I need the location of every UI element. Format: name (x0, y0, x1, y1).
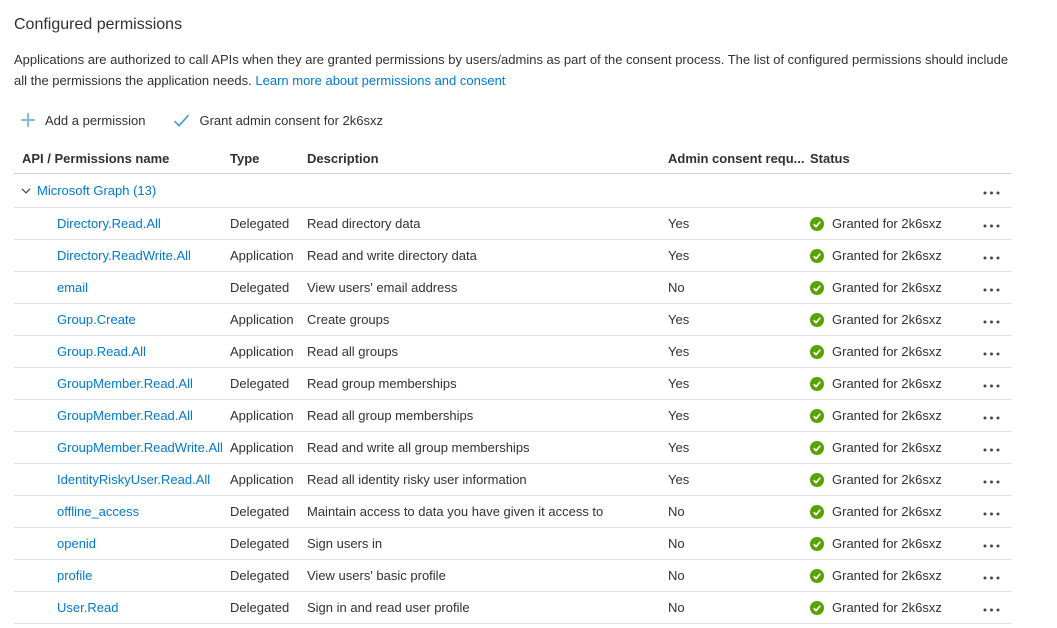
permission-description: View users' basic profile (307, 568, 446, 583)
granted-check-icon (810, 473, 824, 487)
add-permission-label: Add a permission (45, 112, 146, 128)
permission-type: Delegated (230, 568, 290, 583)
status-text: Granted for 2k6sxz (832, 216, 942, 231)
ellipsis-icon (983, 536, 1000, 551)
status-text: Granted for 2k6sxz (832, 248, 942, 263)
ellipsis-icon (983, 408, 1000, 423)
permission-type: Application (230, 472, 294, 487)
permission-name-link[interactable]: GroupMember.Read.All (57, 376, 193, 391)
permission-description: Read directory data (307, 216, 421, 231)
granted-check-icon (810, 377, 824, 391)
status-cell (810, 344, 970, 359)
status-cell (810, 600, 970, 615)
admin-consent-value: No (668, 280, 685, 295)
permission-name-link[interactable]: User.Read (57, 600, 119, 615)
status-cell (810, 504, 970, 519)
permission-row (14, 400, 1012, 432)
admin-consent-value: No (668, 568, 685, 583)
permission-type: Delegated (230, 216, 290, 231)
permission-name-link[interactable]: Directory.ReadWrite.All (57, 248, 191, 263)
header-type: Type (230, 151, 260, 166)
permission-name-link[interactable]: openid (57, 536, 97, 551)
granted-check-icon (810, 249, 824, 263)
granted-check-icon (810, 601, 824, 615)
status-text: Granted for 2k6sxz (832, 600, 942, 615)
admin-consent-value: Yes (668, 376, 690, 391)
permission-description: View users' email address (307, 280, 458, 295)
header-status: Status (810, 151, 850, 166)
ellipsis-icon (983, 440, 1000, 455)
granted-check-icon (810, 345, 824, 359)
ellipsis-icon (983, 568, 1000, 583)
row-menu-button[interactable] (977, 212, 1006, 235)
header-admin-consent-required: Admin consent requ... (668, 151, 805, 166)
permission-type: Delegated (230, 280, 290, 295)
grant-admin-consent-label: Grant admin consent for 2k6sxz (199, 112, 383, 128)
admin-consent-value: Yes (668, 408, 690, 423)
permission-row (14, 368, 1012, 400)
permission-description: Read and write directory data (307, 248, 477, 263)
permission-name-link[interactable]: Group.Create (57, 312, 136, 327)
checkmark-icon (173, 113, 190, 128)
page-title: Configured permissions (14, 16, 183, 33)
ellipsis-icon (983, 216, 1000, 231)
permission-row (14, 304, 1012, 336)
permission-type: Application (230, 408, 294, 423)
status-cell (810, 440, 970, 455)
row-menu-button[interactable] (977, 340, 1006, 363)
permission-row (14, 336, 1012, 368)
permission-type: Delegated (230, 536, 290, 551)
row-menu-button[interactable] (977, 532, 1006, 555)
permission-row (14, 528, 1012, 560)
admin-consent-value: Yes (668, 440, 690, 455)
status-cell (810, 312, 970, 327)
status-text: Granted for 2k6sxz (832, 280, 942, 295)
permission-type: Delegated (230, 376, 290, 391)
status-cell (810, 536, 970, 551)
admin-consent-value: No (668, 536, 685, 551)
header-api-permissions-name: API / Permissions name (22, 151, 170, 166)
row-menu-button[interactable] (977, 596, 1006, 619)
granted-check-icon (810, 537, 824, 551)
description-text: Applications are authorized to call APIs when they are granted permissions by users/admins as part of the consent process. The list of configured permissions should include all the permissions the application needs. (14, 52, 1009, 88)
status-cell (810, 216, 970, 231)
table-header (14, 144, 1012, 174)
permission-name-link[interactable]: offline_access (57, 504, 140, 519)
permission-type: Application (230, 440, 294, 455)
admin-consent-value: Yes (668, 248, 690, 263)
granted-check-icon (810, 569, 824, 583)
permission-row (14, 560, 1012, 592)
status-text: Granted for 2k6sxz (832, 344, 942, 359)
admin-consent-value: Yes (668, 216, 690, 231)
permission-type: Delegated (230, 600, 290, 615)
ellipsis-icon (983, 376, 1000, 391)
admin-consent-value: Yes (668, 472, 690, 487)
permission-name-link[interactable]: GroupMember.Read.All (57, 408, 193, 423)
api-group-link[interactable]: Microsoft Graph (13) (37, 183, 157, 198)
status-text: Granted for 2k6sxz (832, 440, 942, 455)
permission-type: Application (230, 312, 294, 327)
chevron-down-icon[interactable] (20, 185, 32, 197)
admin-consent-value: No (668, 504, 685, 519)
permission-description: Create groups (307, 312, 390, 327)
permission-type: Delegated (230, 504, 290, 519)
permission-description: Read group memberships (307, 376, 457, 391)
admin-consent-value: Yes (668, 312, 690, 327)
permission-description: Read and write all group memberships (307, 440, 530, 455)
status-text: Granted for 2k6sxz (832, 376, 942, 391)
row-menu-button[interactable] (977, 308, 1006, 331)
row-menu-button[interactable] (977, 436, 1006, 459)
ellipsis-icon (983, 248, 1000, 263)
row-menu-button[interactable] (977, 564, 1006, 587)
status-text: Granted for 2k6sxz (832, 472, 942, 487)
permission-name-link[interactable]: IdentityRiskyUser.Read.All (57, 472, 211, 487)
api-group-row (14, 174, 1012, 208)
granted-check-icon (810, 217, 824, 231)
status-cell (810, 408, 970, 423)
header-description: Description (307, 151, 379, 166)
permission-name-link[interactable]: email (57, 280, 89, 295)
admin-consent-value: No (668, 600, 685, 615)
admin-consent-value: Yes (668, 344, 690, 359)
permission-type: Application (230, 344, 294, 359)
permission-description: Sign in and read user profile (307, 600, 470, 615)
permission-row (14, 432, 1012, 464)
permission-name-link[interactable]: Directory.Read.All (57, 216, 161, 231)
status-cell (810, 280, 970, 295)
permission-row (14, 496, 1012, 528)
permission-row (14, 272, 1012, 304)
permission-name-link[interactable]: GroupMember.ReadWrite.All (57, 440, 223, 455)
permission-type: Application (230, 248, 294, 263)
status-cell (810, 472, 970, 487)
permission-row (14, 464, 1012, 496)
status-cell (810, 248, 970, 263)
permission-row (14, 208, 1012, 240)
granted-check-icon (810, 313, 824, 327)
permission-description: Read all groups (307, 344, 399, 359)
ellipsis-icon (983, 312, 1000, 327)
ellipsis-icon (983, 600, 1000, 615)
permission-row (14, 240, 1012, 272)
permission-description: Read all identity risky user information (307, 472, 527, 487)
status-text: Granted for 2k6sxz (832, 504, 942, 519)
ellipsis-icon (983, 280, 1000, 295)
status-text: Granted for 2k6sxz (832, 312, 942, 327)
status-cell (810, 376, 970, 391)
ellipsis-icon (983, 344, 1000, 359)
row-menu-button[interactable] (977, 468, 1006, 491)
status-text: Granted for 2k6sxz (832, 408, 942, 423)
status-text: Granted for 2k6sxz (832, 568, 942, 583)
granted-check-icon (810, 281, 824, 295)
permission-description: Maintain access to data you have given it access to (307, 504, 604, 519)
permissions-table (14, 144, 1012, 624)
plus-icon (20, 112, 36, 128)
toolbar (20, 112, 1057, 128)
ellipsis-icon (983, 504, 1000, 519)
group-menu-button[interactable] (977, 179, 1006, 202)
row-menu-button[interactable] (977, 276, 1006, 299)
granted-check-icon (810, 409, 824, 423)
granted-check-icon (810, 505, 824, 519)
row-menu-button[interactable] (977, 404, 1006, 427)
granted-check-icon (810, 441, 824, 455)
table-body (14, 208, 1012, 624)
permission-name-link[interactable]: Group.Read.All (57, 344, 146, 359)
ellipsis-icon (983, 472, 1000, 487)
description (14, 49, 1009, 91)
status-cell (810, 568, 970, 583)
permission-name-link[interactable]: profile (57, 568, 93, 583)
permission-description: Read all group memberships (307, 408, 474, 423)
add-permission-button[interactable] (20, 112, 145, 128)
learn-more-link[interactable]: Learn more about permissions and consent (255, 73, 506, 88)
row-menu-button[interactable] (977, 500, 1006, 523)
status-text: Granted for 2k6sxz (832, 536, 942, 551)
permission-description: Sign users in (307, 536, 383, 551)
grant-admin-consent-button[interactable] (173, 113, 383, 128)
permission-row (14, 592, 1012, 624)
ellipsis-icon (983, 183, 1000, 198)
row-menu-button[interactable] (977, 372, 1006, 395)
row-menu-button[interactable] (977, 244, 1006, 267)
